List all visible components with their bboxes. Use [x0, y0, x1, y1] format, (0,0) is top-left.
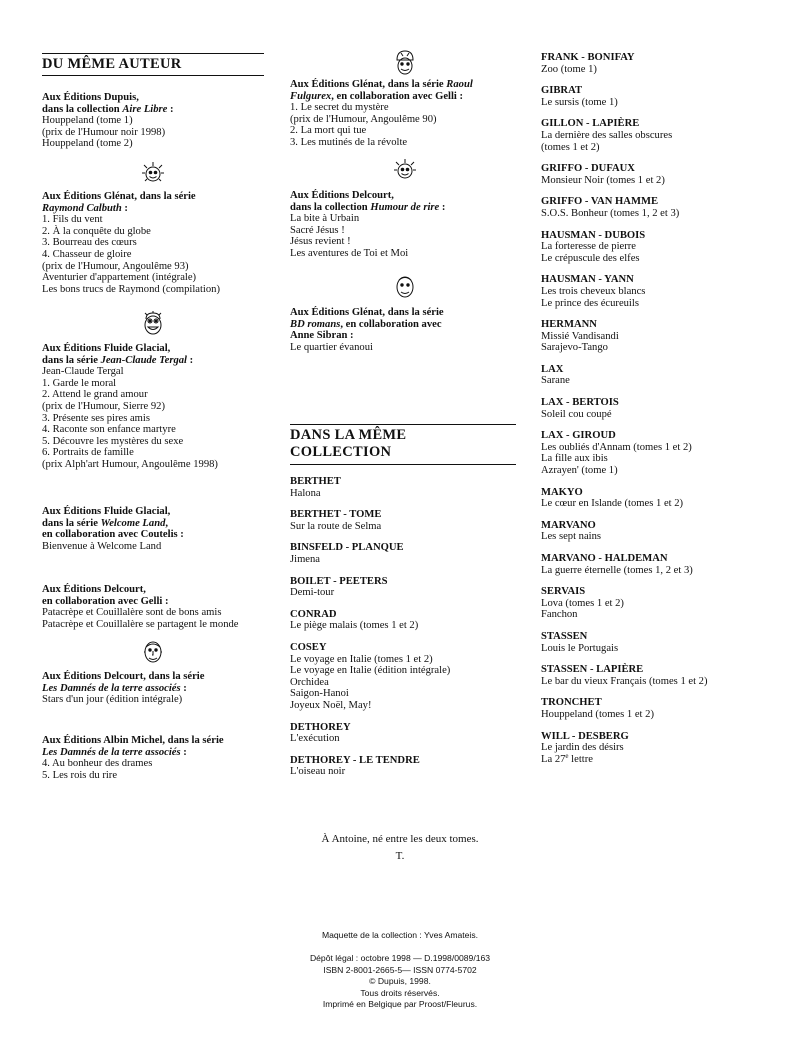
punctuation: :: [180, 682, 187, 694]
bib-block-fluide-welcome: [42, 506, 264, 552]
entry-author: LAX - BERTOIS: [541, 397, 619, 409]
sun-face-icon: [42, 160, 264, 186]
book-line: Le quartier évanoui: [290, 341, 373, 353]
entry-title: Le sursis (tome 1): [541, 96, 618, 108]
book-line: 2. La mort qui tue: [290, 125, 367, 137]
collection-entry: [290, 722, 520, 745]
block-heading: Aux Éditions Glénat, dans la série: [290, 79, 447, 90]
book-line: 6. Portraits de famille: [42, 447, 134, 459]
series-name: Raymond Calbuth: [42, 202, 122, 214]
collection-entry: [541, 586, 771, 621]
block-heading: Aux Éditions Delcourt,: [290, 190, 394, 201]
entry-author: BERTHET: [290, 476, 341, 487]
entry-title: Louis le Portugais: [541, 642, 619, 654]
collection-entry: [541, 196, 771, 219]
collection-entry: [290, 542, 520, 565]
collection-list-right: [541, 52, 771, 765]
entry-author: FRANK - BONIFAY: [541, 52, 635, 63]
entry-title: Joyeux Noël, May!: [290, 699, 372, 711]
collection-entry: [541, 731, 771, 766]
entry-title: Jimena: [290, 553, 321, 565]
book-line: 2. Attend le grand amour: [42, 389, 148, 401]
collection-entry: [541, 364, 771, 387]
block-heading: Aux Éditions Glénat, dans la série: [42, 191, 196, 202]
collection-entry: [541, 487, 771, 510]
entry-title: Soleil cou coupé: [541, 408, 612, 420]
punctuation: :: [121, 202, 128, 214]
entry-author: BINSFELD - PLANQUE: [290, 542, 404, 554]
entry-author: LAX: [541, 363, 564, 375]
dedication-text: À Antoine, né entre les deux tomes.: [321, 833, 479, 845]
dedication: [0, 831, 800, 865]
entry-author: GRIFFO - VAN HAMME: [541, 196, 659, 208]
book-line: La bite à Urbain: [290, 213, 360, 225]
block-heading: Aux Éditions Fluide Glacial,: [42, 506, 171, 517]
book-line: 4. Raconte son enfance martyre: [42, 424, 176, 436]
maquette-credit: Maquette de la collection : Yves Amateis.: [321, 930, 479, 940]
series-name: Jean-Claude Tergal: [100, 354, 187, 366]
block-heading: dans la série: [42, 517, 101, 529]
entry-title: S.O.S. Bonheur (tomes 1, 2 et 3): [541, 207, 680, 219]
punctuation: :: [180, 746, 187, 758]
entry-author: CONRAD: [290, 608, 337, 620]
collection-entry: [541, 163, 771, 186]
entry-author: DETHOREY: [290, 721, 351, 733]
book-line: (prix Alph'art Humour, Angoulême 1998): [42, 458, 218, 470]
series-name: Welcome Land: [100, 517, 166, 529]
entry-title-part: lettre: [568, 753, 593, 765]
entry-title: Sur la route de Selma: [290, 520, 382, 532]
series-name: BD romans: [290, 318, 341, 330]
printer: Imprimé en Belgique par Proost/Fleurus.: [322, 999, 478, 1010]
block-heading: dans la collection: [42, 103, 123, 115]
bib-block-glenat-bd-romans: [290, 307, 520, 353]
entry-title: La forteresse de pierre: [541, 241, 636, 253]
block-heading: Anne Sibran :: [290, 330, 354, 342]
bib-block-delcourt-damnes: [42, 671, 264, 706]
series-name: Fulgurex: [290, 90, 332, 102]
collection-entry: [541, 697, 771, 720]
entry-author: BERTHET - TOME: [290, 509, 382, 521]
entry-title: Missié Vandisandi: [541, 330, 619, 342]
entry-title: Zoo (tome 1): [541, 63, 597, 75]
entry-title: [541, 751, 771, 766]
collection-entry: [541, 274, 771, 309]
entry-title: Azrayen' (tome 1): [541, 465, 618, 477]
book-line: (prix de l'Humour, Angoulême 93): [42, 260, 189, 272]
bib-block-delcourt-humour: [290, 190, 520, 260]
block-heading: en collaboration avec Gelli :: [42, 595, 169, 607]
collection-entry: [290, 609, 520, 632]
book-line: (prix de l'Humour noir 1998): [42, 126, 166, 138]
entry-title: Les oubliés d'Annam (tomes 1 et 2): [541, 441, 692, 453]
entry-title: (tomes 1 et 2): [541, 141, 600, 153]
copyright: © Dupuis, 1998.: [369, 976, 431, 987]
collection-entry: [290, 509, 520, 532]
isbn-issn: ISBN 2-8001-2665-5— ISSN 0774-5702: [323, 964, 477, 975]
punctuation: ,: [165, 517, 169, 529]
entry-author: MARVANO: [541, 519, 596, 531]
series-name: Les Damnés de la terre associés: [42, 746, 181, 758]
entry-author: HAUSMAN - YANN: [541, 274, 634, 286]
entry-author: COSEY: [290, 641, 327, 653]
bald-face-icon: [290, 273, 520, 301]
collection-entry: [541, 85, 771, 108]
entry-title: Le cœur en Islande (tomes 1 et 2): [541, 498, 684, 510]
book-line: Bienvenue à Welcome Land: [42, 540, 162, 552]
book-line: Patacrèpe et Couillalère se partagent le monde: [42, 618, 239, 630]
collection-entry: [541, 664, 771, 687]
entry-title: Le crépuscule des elfes: [541, 252, 640, 264]
collection-entry: [290, 576, 520, 599]
entry-author: DETHOREY - LE TENDRE: [290, 754, 420, 766]
block-heading: Aux Éditions Delcourt,: [42, 584, 146, 595]
entry-title: Saigon-Hanoi: [290, 688, 349, 700]
entry-author: BOILET - PEETERS: [290, 575, 388, 587]
block-heading: Aux Éditions Fluide Glacial,: [42, 343, 171, 354]
entry-title: Sarane: [541, 375, 570, 387]
punctuation: :: [439, 201, 446, 213]
series-name: Raoul: [446, 79, 473, 90]
block-heading: dans la série: [42, 354, 101, 366]
entry-title: Les trois cheveux blancs: [541, 285, 646, 297]
entry-author: GILLON - LAPIÈRE: [541, 118, 640, 130]
collection-name: Humour de rire: [370, 201, 440, 213]
entry-author: GIBRAT: [541, 85, 583, 97]
section-title-line: DANS LA MÊME: [290, 427, 407, 443]
block-heading: Aux Éditions Albin Michel, dans la série: [42, 735, 224, 746]
collection-entry: [541, 553, 771, 576]
book-line: 3. Bourreau des cœurs: [42, 237, 137, 249]
rights-reserved: Tous droits réservés.: [360, 987, 440, 998]
series-name: Les Damnés de la terre associés: [42, 682, 181, 694]
bib-block-glenat-calbuth: [42, 191, 264, 295]
section-rule-bottom: [290, 464, 516, 465]
bib-block-fluide-tergal: [42, 343, 264, 471]
book-line: (prix de l'Humour, Angoulême 90): [290, 113, 437, 125]
punctuation: :: [167, 103, 174, 115]
entry-author: MARVANO - HALDEMAN: [541, 553, 668, 564]
bib-block-delcourt-gelli: [42, 584, 264, 630]
entry-title: La dernière des salles obscures: [541, 129, 673, 141]
section-rule-top: [42, 53, 264, 54]
entry-title: Le bar du vieux Français (tomes 1 et 2): [541, 675, 708, 687]
book-line: 4. Chasseur de gloire: [42, 248, 132, 260]
section-rule-bottom: [42, 75, 264, 76]
collection-entry: [290, 755, 520, 778]
entry-author: MAKYO: [541, 486, 583, 498]
entry-title: Les sept nains: [541, 531, 602, 543]
entry-title: Halona: [290, 487, 321, 499]
book-line: 3. Les mutinés de la révolte: [290, 136, 408, 148]
entry-title: Lova (tomes 1 et 2): [541, 597, 624, 609]
block-heading: Aux Éditions Dupuis,: [42, 92, 139, 103]
bib-block-glenat-raoul: [290, 79, 520, 149]
entry-title: La fille aux ibis: [541, 453, 608, 465]
block-heading: Aux Éditions Glénat, dans la série: [290, 307, 444, 318]
entry-author: TRONCHET: [541, 697, 602, 709]
helmet-face-icon: [290, 49, 520, 77]
depot-legal: Dépôt légal : octobre 1998 — D.1998/0089/163: [309, 953, 491, 963]
collection-entry: [541, 118, 771, 153]
entry-author: HAUSMAN - DUBOIS: [541, 229, 646, 241]
book-line: (prix de l'Humour, Sierre 92): [42, 400, 165, 412]
collection-name: Aire Libre: [122, 103, 168, 115]
entry-title: Sarajevo-Tango: [541, 342, 608, 354]
book-line: Patacrèpe et Couillalère sont de bons amis: [42, 607, 222, 619]
entry-title: Le voyage en Italie (édition intégrale): [290, 665, 451, 677]
book-line: 4. Au bonheur des drames: [42, 758, 153, 770]
collection-entry: [290, 476, 520, 499]
entry-title: L'exécution: [290, 733, 340, 745]
ordinal-suffix: e: [565, 751, 569, 760]
grinning-face-icon: [42, 310, 264, 338]
entry-title: Le prince des écureuils: [541, 297, 639, 309]
collection-entry: [541, 397, 771, 420]
bib-block-dupuis: [42, 92, 264, 150]
entry-title: Le voyage en Italie (tomes 1 et 2): [290, 653, 433, 665]
entry-title: Le piège malais (tomes 1 et 2): [290, 620, 419, 632]
block-heading: , en collaboration avec: [340, 318, 442, 330]
book-line: 1. Garde le moral: [42, 377, 117, 389]
block-heading: Aux Éditions Delcourt, dans la série: [42, 671, 205, 682]
book-line: Jésus revient !: [290, 236, 351, 248]
entry-author: STASSEN - LAPIÈRE: [541, 664, 644, 676]
entry-title: Fanchon: [541, 609, 578, 621]
entry-author: LAX - GIROUD: [541, 430, 616, 442]
entry-author: GRIFFO - DUFAUX: [541, 163, 635, 175]
entry-author: SERVAIS: [541, 586, 586, 598]
punctuation: :: [186, 354, 194, 366]
bald-face-icon: [42, 639, 264, 667]
collection-entry: [541, 319, 771, 354]
book-line: Houppeland (tome 2): [42, 138, 133, 150]
entry-title: Le jardin des désirs: [541, 742, 624, 754]
book-line: 5. Découvre les mystères du sexe: [42, 435, 184, 447]
block-heading: en collaboration avec Coutelis :: [42, 529, 184, 541]
section-title-collection: [290, 427, 406, 461]
sun-face-icon: [290, 157, 520, 183]
book-line: Sacré Jésus !: [290, 224, 345, 236]
bib-block-albin-michel: [42, 735, 264, 781]
entry-title: La guerre éternelle (tomes 1, 2 et 3): [541, 564, 693, 576]
book-line: 5. Les rois du rire: [42, 769, 118, 781]
entry-title: Houppeland (tomes 1 et 2): [541, 708, 654, 720]
entry-title: Monsieur Noir (tomes 1 et 2): [541, 174, 665, 186]
book-line: 1. Le secret du mystère: [290, 102, 389, 114]
entry-title: Demi-tour: [290, 587, 335, 599]
entry-title: Orchidea: [290, 676, 329, 688]
section-rule-top: [290, 424, 516, 425]
block-heading: , en collaboration avec Gelli :: [331, 90, 464, 102]
entry-title: L'oiseau noir: [290, 766, 346, 778]
collection-list-middle: [290, 476, 520, 788]
entry-author: STASSEN: [541, 630, 588, 642]
book-line: Jean-Claude Tergal: [42, 366, 124, 378]
book-line: Houppeland (tome 1): [42, 115, 133, 127]
section-title-line: COLLECTION: [290, 444, 392, 460]
legal-info: [0, 953, 800, 1011]
collection-entry: [541, 520, 771, 543]
credits: [0, 930, 800, 942]
section-title-du-meme-auteur: DU MÊME AUTEUR: [42, 56, 182, 72]
entry-author: WILL - DESBERG: [541, 730, 629, 742]
book-line: 3. Présente ses pires amis: [42, 412, 150, 424]
collection-entry: [541, 230, 771, 265]
entry-title-part: La 27: [541, 753, 566, 765]
entry-author: HERMANN: [541, 319, 597, 331]
collection-entry: [541, 430, 771, 476]
book-line: Les aventures de Toi et Moi: [290, 247, 409, 259]
book-line: Les bons trucs de Raymond (compilation): [42, 283, 220, 295]
collection-entry: [541, 631, 771, 654]
block-heading: dans la collection: [290, 201, 371, 213]
collection-entry: [290, 642, 520, 712]
book-line: Stars d'un jour (édition intégrale): [42, 694, 183, 706]
collection-entry: [541, 52, 771, 75]
book-line: 2. À la conquête du globe: [42, 225, 151, 237]
dedication-initial: T.: [395, 850, 405, 862]
book-line: Aventurier d'appartement (intégrale): [42, 272, 197, 284]
book-line: 1. Fils du vent: [42, 214, 103, 226]
